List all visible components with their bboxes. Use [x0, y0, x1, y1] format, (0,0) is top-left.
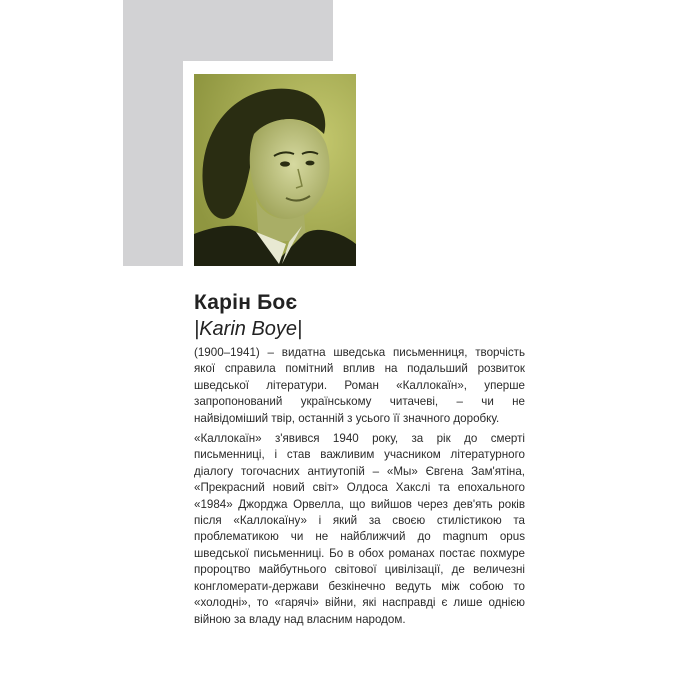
biography-paragraph: (1900–1941) – видатна шведська письменниця, творчість якої справила помітний вплив на подальший розвиток шведської літератури. Роман «Каллокаїн», уперше запропонований українському читачеві, – чи не найвідоміший твір, останній з усього її значного доробку. — [194, 346, 525, 425]
portrait-illustration — [194, 74, 356, 266]
author-portrait — [194, 74, 356, 266]
author-name: Карін Боє — [194, 291, 298, 314]
biography-paragraph: «Каллокаїн» з'явився 1940 року, за рік до смерті письменниці, і став важливим учасником літературного діалогу тогочасних антиутопій – «Мы» Євгена Зам'ятіна, «Прекрасний новий світ» Олдоса Хакслі та епохального «1984» Джорджа Орвелла, що вийшов через дев'ять років після «Каллокаїну» і який за своєю стилістикою та проблематикою чи не найближчий до magnum opus шведської письменниці. Бо в обох романах постає похмуре пророцтво майбутнього світової цивілізації, де величезні конгломерати-держави безкінечно ведуть між собою то «холодні», то «гарячі» війни, які насправді є лише однією війною за владу над власним народом. — [194, 432, 525, 626]
author-latin-name: |Karin Boye| — [194, 318, 303, 340]
biography — [194, 345, 525, 628]
